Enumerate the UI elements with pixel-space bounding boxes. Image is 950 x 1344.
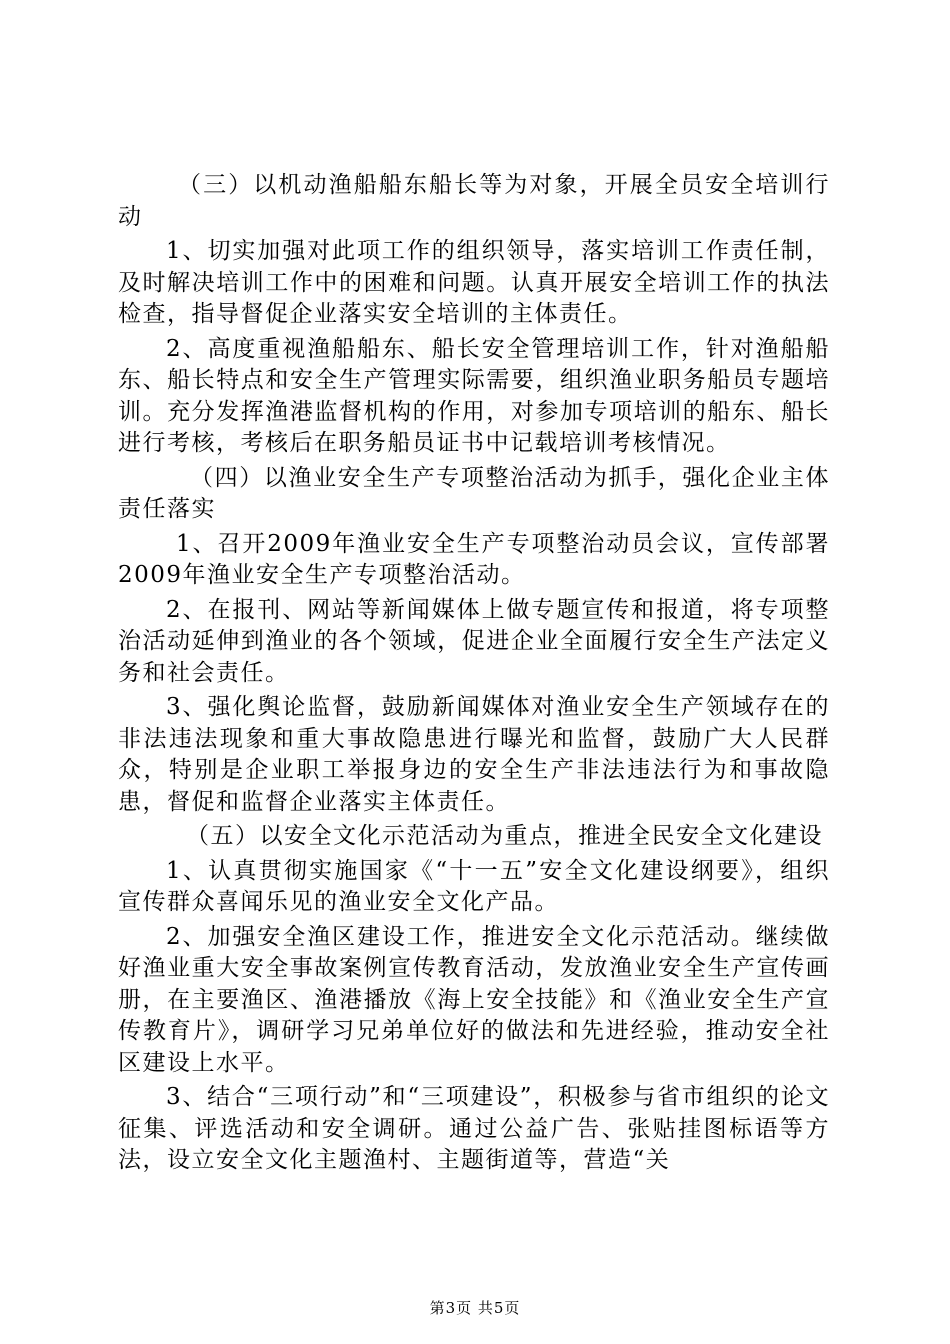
section-heading: （四）以渔业安全生产专项整治活动为抓手，强化企业主体责任落实 — [118, 464, 830, 522]
paragraph: 3、结合“三项行动”和“三项建设”，积极参与省市组织的论文征集、评选活动和安全调研。通过公益广告、张贴挂图标语等方法，设立安全文化主题渔村、主题街道等，营造“关 — [118, 1084, 830, 1173]
document-body — [118, 170, 830, 1180]
paragraph: 1、切实加强对此项工作的组织领导，落实培训工作责任制，及时解决培训工作中的困难和问题。认真开展安全培训工作的执法检查，指导督促企业落实安全培训的主体责任。 — [118, 238, 830, 327]
paragraph: 3、强化舆论监督，鼓励新闻媒体对渔业安全生产领域存在的非法违法现象和重大事故隐患进行曝光和监督，鼓励广大人民群众，特别是企业职工举报身边的安全生产非法违法行为和事故隐患，督促和监督企业落实主体责任。 — [118, 694, 830, 815]
paragraph: 2、加强安全渔区建设工作，推进安全文化示范活动。继续做好渔业重大安全事故案例宣传教育活动，发放渔业安全生产宣传画册，在主要渔区、渔港播放《海上安全技能》和《渔业安全生产宣传教育片》，调研学习兄弟单位好的做法和先进经验，推动安全社区建设上水平。 — [118, 923, 830, 1076]
paragraph: 1、召开2009年渔业安全生产专项整治动员会议，宣传部署2009年渔业安全生产专项整治活动。 — [118, 530, 830, 588]
paragraph: 2、高度重视渔船船东、船长安全管理培训工作，针对渔船船东、船长特点和安全生产管理实际需要，组织渔业职务船员专题培训。充分发挥渔港监督机构的作用，对参加专项培训的船东、船长进行考核，考核后在职务船员证书中记载培训考核情况。 — [118, 335, 830, 456]
section-heading: （五）以安全文化示范活动为重点，推进全民安全文化建设 — [186, 823, 823, 849]
section-heading: （三）以机动渔船船东船长等为对象，开展全员安全培训行动 — [118, 172, 830, 230]
page-number-footer: 第3页 共5页 — [429, 1299, 521, 1317]
paragraph: 2、在报刊、网站等新闻媒体上做专题宣传和报道，将专项整治活动延伸到渔业的各个领域，促进企业全面履行安全生产法定义务和社会责任。 — [118, 596, 830, 686]
paragraph: 1、认真贯彻实施国家《“十一五”安全文化建设纲要》，组织宣传群众喜闻乐见的渔业安全文化产品。 — [118, 857, 830, 915]
